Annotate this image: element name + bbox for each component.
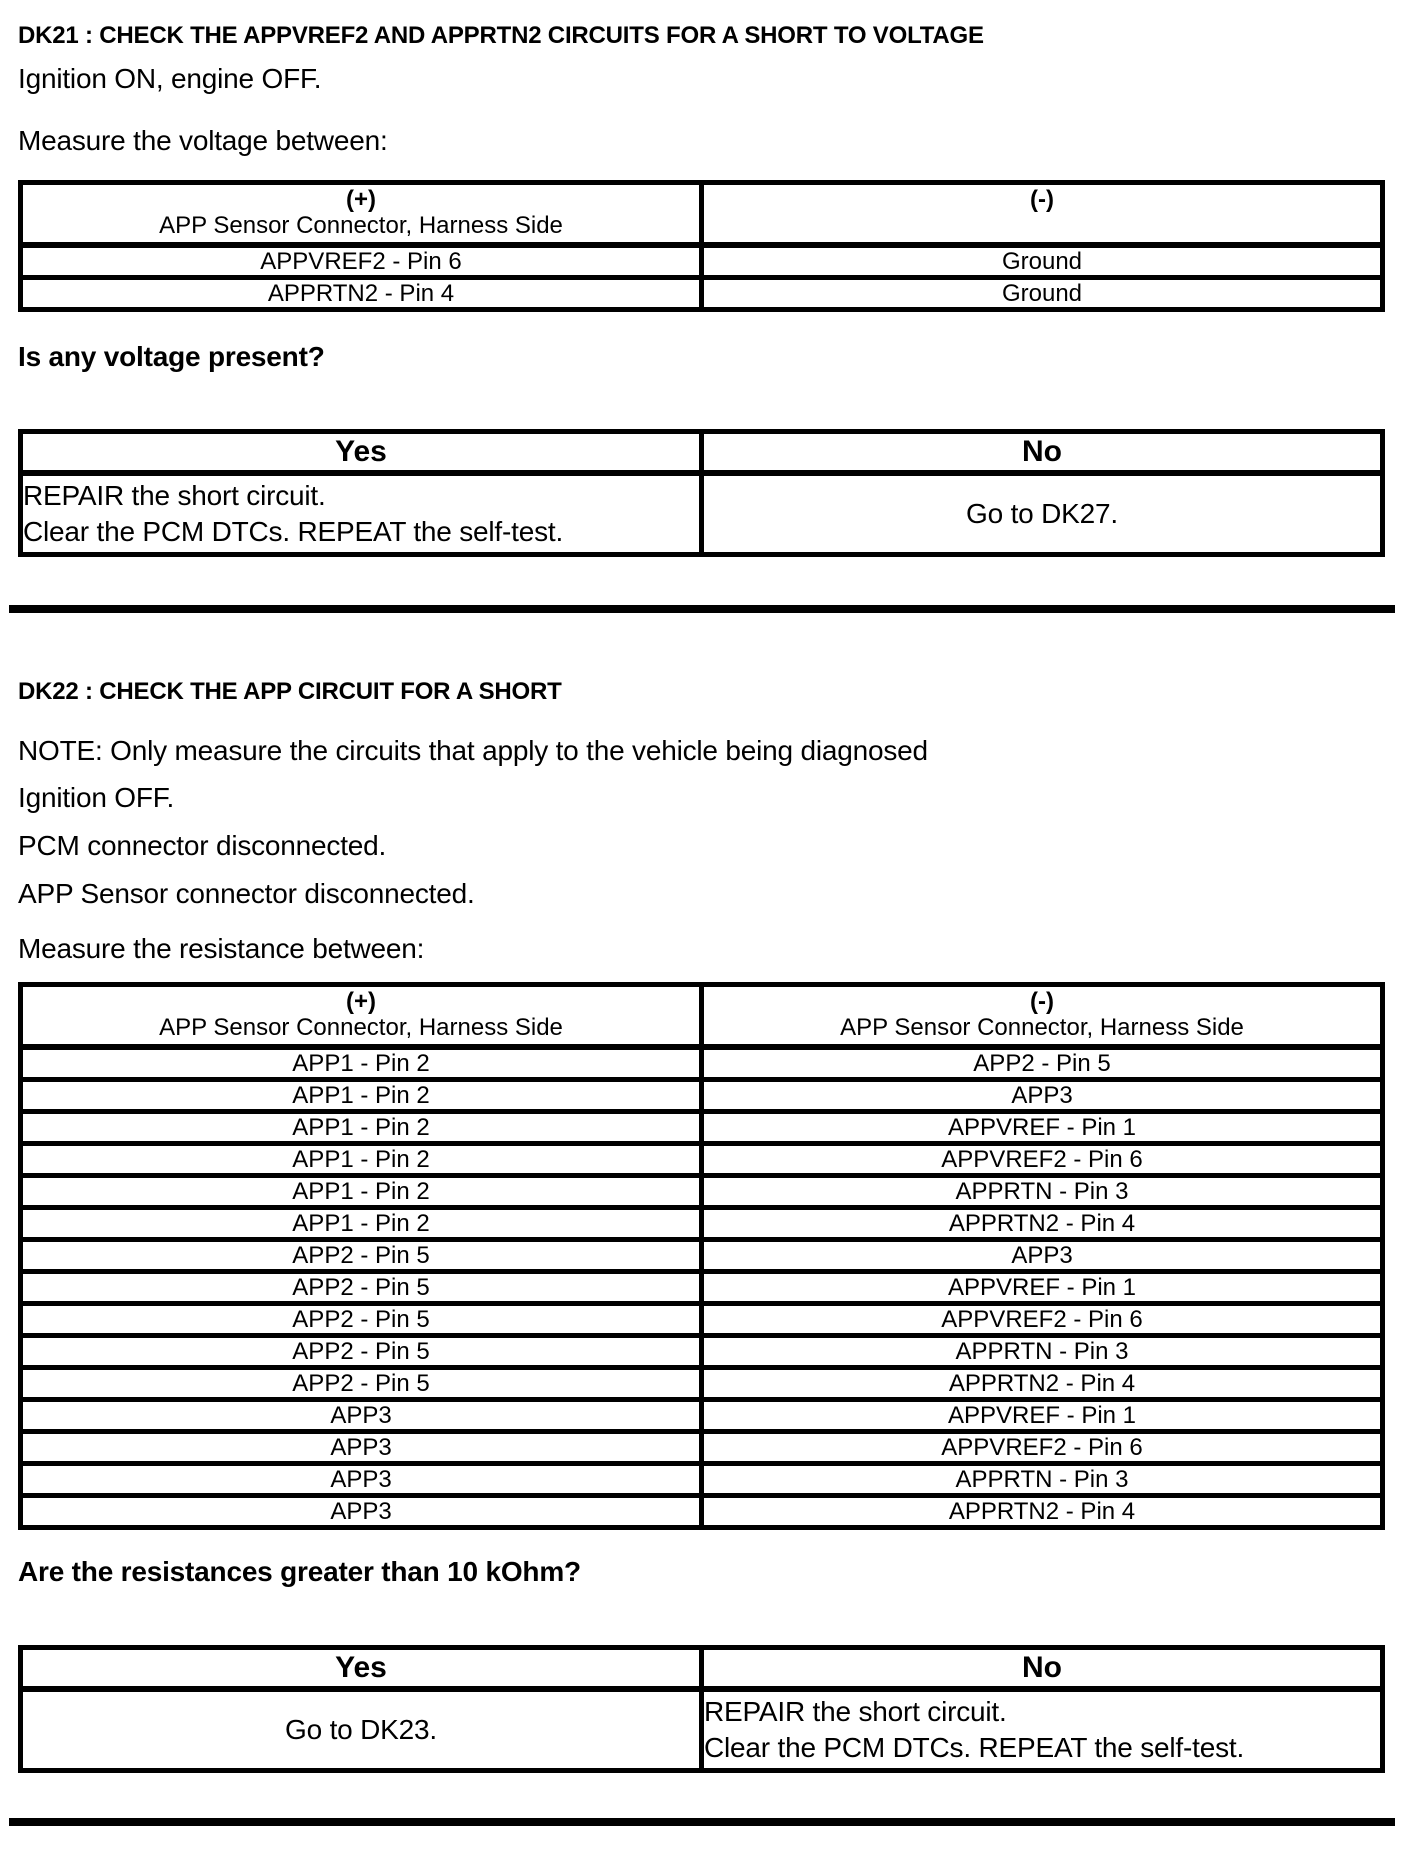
minus-cell: APPRTN - Pin 3 <box>702 1176 1383 1208</box>
minus-cell: APPVREF - Pin 1 <box>702 1272 1383 1304</box>
measure-row <box>21 1272 1383 1304</box>
dk22-question: Are the resistances greater than 10 kOhm? <box>18 1556 581 1587</box>
minus-cell: APPVREF - Pin 1 <box>702 1400 1383 1432</box>
dk22-measure-table <box>18 982 1385 1530</box>
minus-cell: APPRTN2 - Pin 4 <box>702 1208 1383 1240</box>
minus-cell: APPVREF2 - Pin 6 <box>702 1304 1383 1336</box>
plus-cell: APP3 <box>21 1400 702 1432</box>
plus-cell: APP3 <box>21 1464 702 1496</box>
minus-header-cell <box>702 985 1383 1048</box>
no-header: No <box>702 1648 1383 1690</box>
measure-row <box>21 1304 1383 1336</box>
minus-cell: APPVREF2 - Pin 6 <box>702 1432 1383 1464</box>
plus-sign-label: (+) <box>346 988 376 1015</box>
measure-header-row <box>21 183 1383 246</box>
dk21-measure-table <box>18 180 1385 312</box>
measure-row <box>21 1336 1383 1368</box>
measure-row <box>21 278 1383 310</box>
section-divider <box>9 605 1395 613</box>
plus-header-cell <box>21 985 702 1048</box>
decision-header-row <box>21 1648 1383 1690</box>
plus-header-cell <box>21 183 702 246</box>
measure-row <box>21 1400 1383 1432</box>
section-dk21 <box>18 24 1385 557</box>
minus-cell: APP3 <box>702 1240 1383 1272</box>
yes-cell <box>21 1689 702 1771</box>
section-dk22 <box>18 680 1385 1773</box>
plus-cell: APP2 - Pin 5 <box>21 1272 702 1304</box>
plus-cell: APP3 <box>21 1496 702 1528</box>
dk22-line-ignition: Ignition OFF. <box>18 782 175 813</box>
minus-cell: APPRTN2 - Pin 4 <box>702 1496 1383 1528</box>
dk21-heading: DK21 : CHECK THE APPVREF2 AND APPRTN2 CIRCUITS FOR A SHORT TO VOLTAGE <box>18 22 984 49</box>
dk21-line-ignition: Ignition ON, engine OFF. <box>18 63 322 94</box>
plus-cell: APP3 <box>21 1432 702 1464</box>
dk21-decision-table <box>18 429 1385 557</box>
minus-cell: APPRTN - Pin 3 <box>702 1464 1383 1496</box>
no-cell <box>702 473 1383 555</box>
dk22-line-pcm: PCM connector disconnected. <box>18 830 387 861</box>
minus-sign-label: (-) <box>1030 186 1054 213</box>
minus-cell: APPVREF - Pin 1 <box>702 1112 1383 1144</box>
yes-header: Yes <box>21 1648 702 1690</box>
measure-row <box>21 1144 1383 1176</box>
dk22-heading: DK22 : CHECK THE APP CIRCUIT FOR A SHORT <box>18 678 562 705</box>
plus-sign-label: (+) <box>346 186 376 213</box>
plus-cell: APP2 - Pin 5 <box>21 1304 702 1336</box>
plus-cell: APP2 - Pin 5 <box>21 1240 702 1272</box>
minus-cell: APPRTN - Pin 3 <box>702 1336 1383 1368</box>
minus-cell: APPRTN2 - Pin 4 <box>702 1368 1383 1400</box>
measure-row <box>21 1464 1383 1496</box>
dk22-line-note: NOTE: Only measure the circuits that apply to the vehicle being diagnosed <box>18 735 928 766</box>
measure-row <box>21 1047 1383 1080</box>
decision-line: REPAIR the short circuit. <box>23 480 326 511</box>
measure-row <box>21 1112 1383 1144</box>
plus-cell: APP1 - Pin 2 <box>21 1047 702 1080</box>
measure-header-row <box>21 985 1383 1048</box>
plus-cell: APP1 - Pin 2 <box>21 1176 702 1208</box>
plus-cell: APP1 - Pin 2 <box>21 1080 702 1112</box>
dk22-line-app: APP Sensor connector disconnected. <box>18 878 475 909</box>
measure-row <box>21 245 1383 278</box>
plus-cell: APP1 - Pin 2 <box>21 1208 702 1240</box>
plus-cell: APP1 - Pin 2 <box>21 1112 702 1144</box>
dk22-line-measure: Measure the resistance between: <box>18 933 425 964</box>
section-divider <box>9 1818 1395 1826</box>
measure-row <box>21 1496 1383 1528</box>
minus-cell: Ground <box>702 278 1383 310</box>
no-header: No <box>702 432 1383 474</box>
plus-cell: APP1 - Pin 2 <box>21 1144 702 1176</box>
plus-header-sub: APP Sensor Connector, Harness Side <box>159 212 563 239</box>
plus-cell: APP2 - Pin 5 <box>21 1336 702 1368</box>
dk21-line-measure: Measure the voltage between: <box>18 125 388 156</box>
minus-header-sub: APP Sensor Connector, Harness Side <box>840 1014 1244 1041</box>
decision-line: Go to DK27. <box>966 498 1118 529</box>
plus-cell: APPVREF2 - Pin 6 <box>21 245 702 278</box>
minus-sign-label: (-) <box>1030 988 1054 1015</box>
decision-line: Clear the PCM DTCs. REPEAT the self-test. <box>23 516 564 547</box>
yes-header: Yes <box>21 432 702 474</box>
minus-header-cell <box>702 183 1383 246</box>
minus-cell: Ground <box>702 245 1383 278</box>
decision-line: Go to DK23. <box>285 1714 437 1745</box>
measure-row <box>21 1208 1383 1240</box>
measure-row <box>21 1176 1383 1208</box>
plus-header-sub: APP Sensor Connector, Harness Side <box>159 1014 563 1041</box>
measure-row <box>21 1240 1383 1272</box>
measure-row <box>21 1432 1383 1464</box>
decision-header-row <box>21 432 1383 474</box>
minus-cell: APPVREF2 - Pin 6 <box>702 1144 1383 1176</box>
minus-cell: APP2 - Pin 5 <box>702 1047 1383 1080</box>
measure-row <box>21 1080 1383 1112</box>
decision-body-row <box>21 473 1383 555</box>
no-cell <box>702 1689 1383 1771</box>
document-page <box>0 24 1408 1826</box>
decision-line: REPAIR the short circuit. <box>704 1696 1007 1727</box>
dk21-question: Is any voltage present? <box>18 341 325 372</box>
decision-body-row <box>21 1689 1383 1771</box>
minus-cell: APP3 <box>702 1080 1383 1112</box>
measure-row <box>21 1368 1383 1400</box>
decision-line: Clear the PCM DTCs. REPEAT the self-test. <box>704 1732 1245 1763</box>
plus-cell: APP2 - Pin 5 <box>21 1368 702 1400</box>
yes-cell <box>21 473 702 555</box>
plus-cell: APPRTN2 - Pin 4 <box>21 278 702 310</box>
dk22-decision-table <box>18 1645 1385 1773</box>
